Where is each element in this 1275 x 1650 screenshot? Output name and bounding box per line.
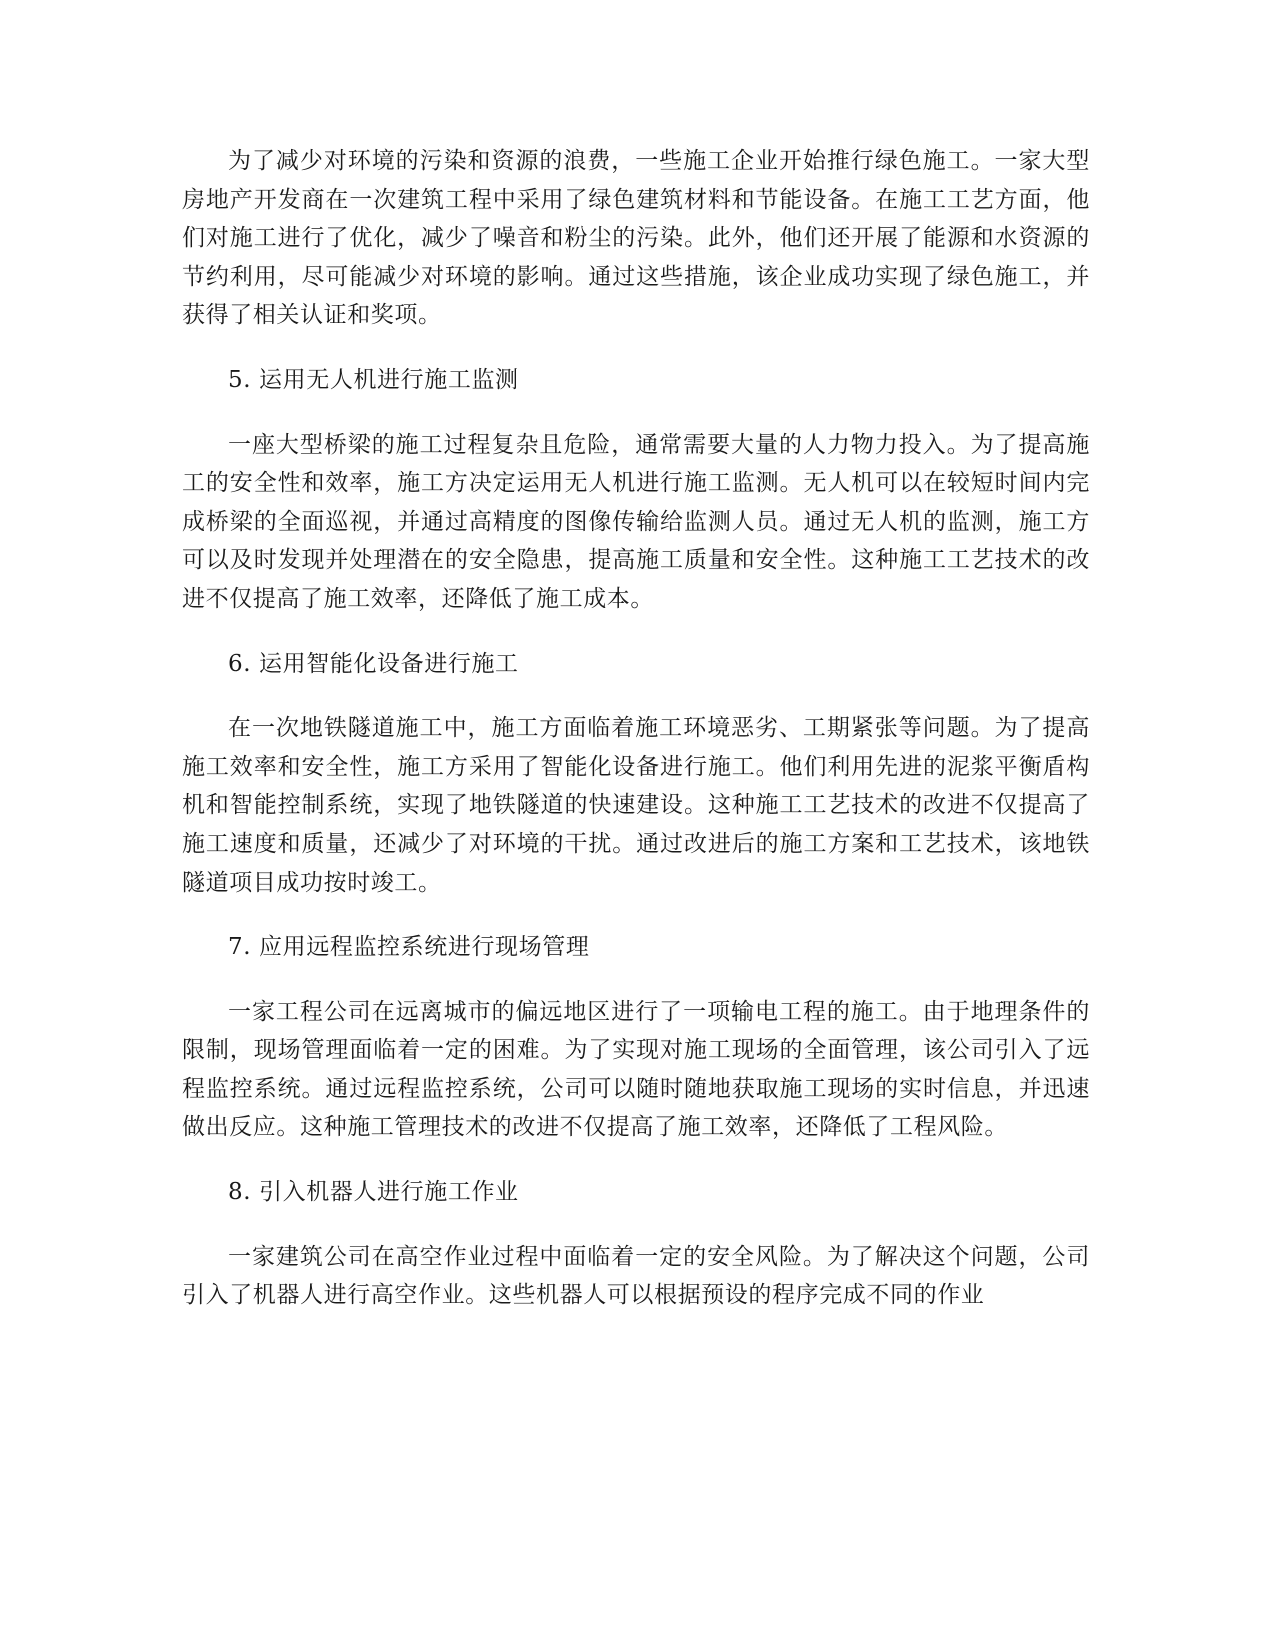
paragraph-green-construction: 为了减少对环境的污染和资源的浪费，一些施工企业开始推行绿色施工。一家大型房地产开发商在一次建筑工程中采用了绿色建筑材料和节能设备。在施工工艺方面，他们对施工进行了优化，减少了噪音和粉尘的污染。此外，他们还开展了能源和水资源的节约利用，尽可能减少对环境的影响。通过这些措施，该企业成功实现了绿色施工，并获得了相关认证和奖项。 xyxy=(182,148,1090,329)
section-heading-6: 6. 运用智能化设备进行施工 xyxy=(228,650,519,677)
paragraph-robot-operations: 一家建筑公司在高空作业过程中面临着一定的安全风险。为了解决这个问题，公司引入了机器人进行高空作业。这些机器人可以根据预设的程序完成不同的作业 xyxy=(182,1243,1090,1309)
section-heading-8: 8. 引入机器人进行施工作业 xyxy=(228,1179,519,1206)
section-heading-7: 7. 应用远程监控系统进行现场管理 xyxy=(228,934,590,961)
paragraph-intelligent-equipment: 在一次地铁隧道施工中，施工方面临着施工环境恶劣、工期紧张等问题。为了提高施工效率和安全性，施工方采用了智能化设备进行施工。他们利用先进的泥浆平衡盾构机和智能控制系统，实现了地铁隧道的快速建设。这种施工工艺技术的改进不仅提高了施工速度和质量，还减少了对环境的干扰。通过改进后的施工方案和工艺技术，该地铁隧道项目成功按时竣工。 xyxy=(182,715,1090,896)
paragraph-drone-monitoring: 一座大型桥梁的施工过程复杂且危险，通常需要大量的人力物力投入。为了提高施工的安全性和效率，施工方决定运用无人机进行施工监测。无人机可以在较短时间内完成桥梁的全面巡视，并通过高精度的图像传输给监测人员。通过无人机的监测，施工方可以及时发现并处理潜在的安全隐患，提高施工质量和安全性。这种施工工艺技术的改进不仅提高了施工效率，还降低了施工成本。 xyxy=(182,431,1090,612)
document-body xyxy=(182,142,1090,1315)
section-heading-5: 5. 运用无人机进行施工监测 xyxy=(228,366,519,393)
paragraph-remote-monitoring: 一家工程公司在远离城市的偏远地区进行了一项输电工程的施工。由于地理条件的限制，现场管理面临着一定的困难。为了实现对施工现场的全面管理，该公司引入了远程监控系统。通过远程监控系统，公司可以随时随地获取施工现场的实时信息，并迅速做出反应。这种施工管理技术的改进不仅提高了施工效率，还降低了工程风险。 xyxy=(182,998,1090,1141)
